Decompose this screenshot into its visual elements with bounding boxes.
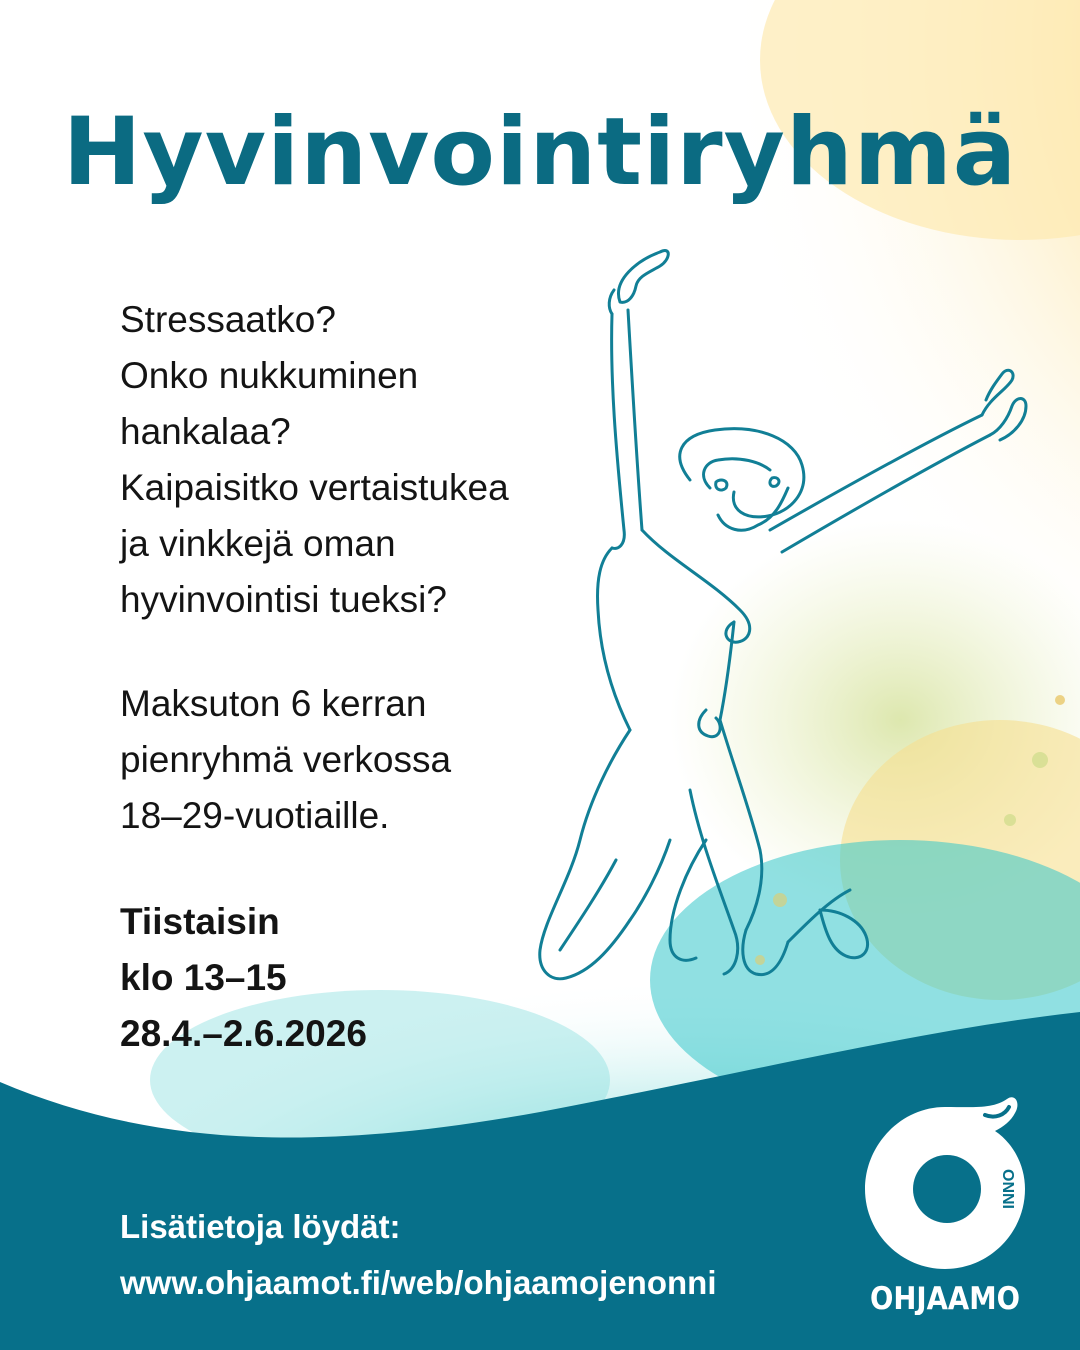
logo-brand-text: OHJAAMO <box>870 1281 1020 1315</box>
more-info-link[interactable]: www.ohjaamot.fi/web/ohjaamojenonni <box>120 1264 717 1301</box>
offer-line: 18–29-vuotiaille. <box>120 795 390 836</box>
intro-line: Kaipaisitko vertaistukea <box>120 467 509 508</box>
offer-description <box>120 676 451 844</box>
logo-sub-text: ONNI <box>999 1169 1016 1209</box>
offer-line: Maksuton 6 kerran <box>120 683 427 724</box>
jumping-person-illustration <box>520 230 1080 1050</box>
intro-line: Stressaatko? <box>120 299 336 340</box>
intro-line: ja vinkkejä oman <box>120 523 396 564</box>
schedule-time: klo 13–15 <box>120 957 287 998</box>
schedule-dates: 28.4.–2.6.2026 <box>120 1013 367 1054</box>
intro-line: hyvinvointisi tueksi? <box>120 579 447 620</box>
page-title: Hyvinvointiryhmä <box>62 98 1018 207</box>
more-info-label: Lisätietoja löydät: <box>120 1208 401 1245</box>
intro-questions <box>120 292 509 628</box>
ohjaamo-onni-logo <box>855 1085 1035 1315</box>
schedule <box>120 894 367 1062</box>
intro-line: hankalaa? <box>120 411 291 452</box>
intro-line: Onko nukkuminen <box>120 355 419 396</box>
schedule-day: Tiistaisin <box>120 901 280 942</box>
offer-line: pienryhmä verkossa <box>120 739 452 780</box>
